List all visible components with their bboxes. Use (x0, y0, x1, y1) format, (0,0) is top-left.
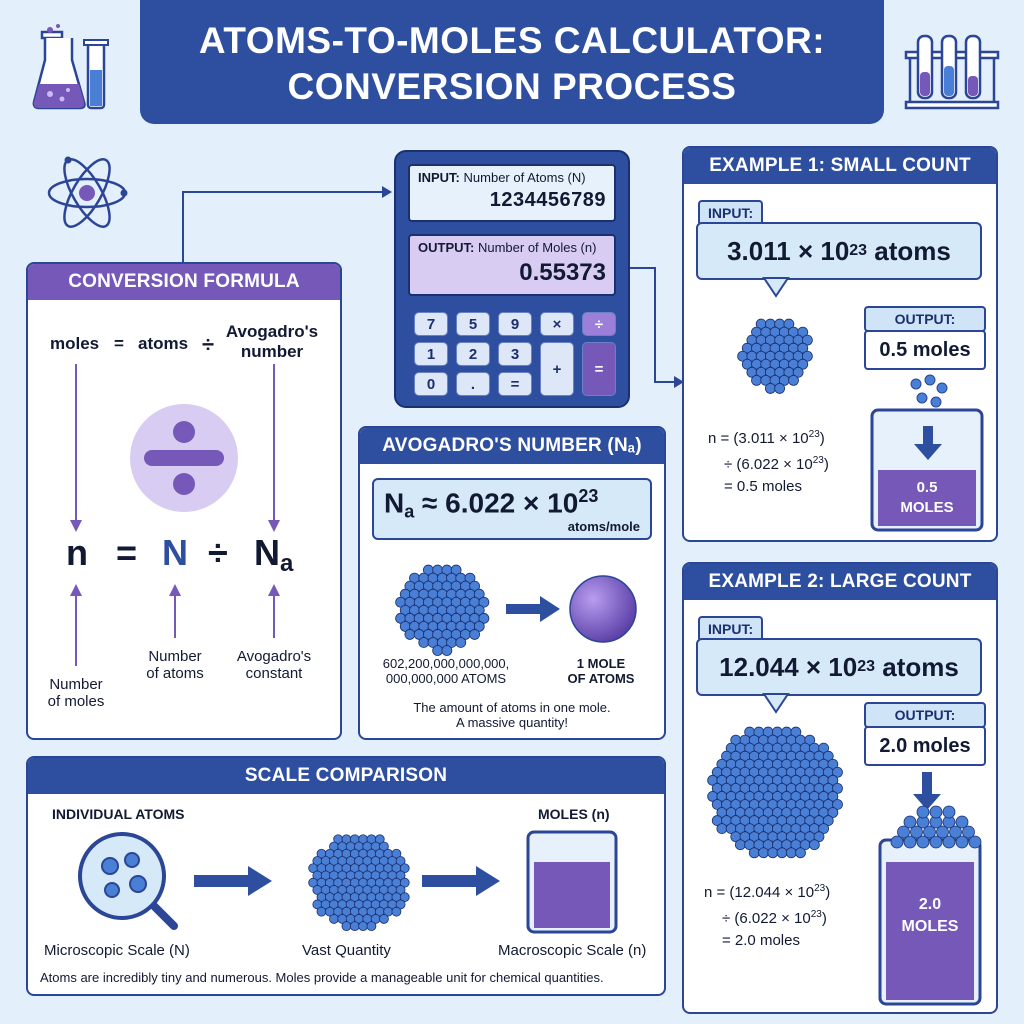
key-5[interactable]: 5 (456, 312, 490, 336)
example1-input-label: INPUT: (698, 200, 763, 226)
calc-input-value: 1234456789 (489, 189, 606, 211)
label-const-2: constant (245, 665, 303, 682)
example2-input-exp: 23 (857, 658, 876, 675)
key-multiply[interactable]: × (540, 312, 574, 336)
example2-beaker-label (886, 894, 974, 938)
label-avogadro-constant (224, 648, 324, 682)
avogadro-count-2: 000,000,000 ATOMS (385, 671, 507, 686)
key-equals-tall[interactable]: = (582, 342, 616, 396)
key-0[interactable]: 0 (414, 372, 448, 396)
avogadro-rest: ≈ 6.022 × 10 (422, 487, 579, 519)
key-divide[interactable]: ÷ (582, 312, 616, 336)
scale-micro-label: Microscopic Scale (N) (44, 942, 190, 959)
symbol-equals: = (116, 532, 138, 573)
example2-beaker-atoms (684, 564, 1000, 1016)
calculator-output-display (408, 234, 616, 296)
scale-arrow-2-icon (420, 864, 504, 898)
example2-calc-2: ÷ $(6.022 \times 10^{23})$ (722, 909, 827, 927)
word-moles: moles (50, 334, 100, 353)
one-mole-label (546, 656, 656, 686)
key-3[interactable]: 3 (498, 342, 532, 366)
example2-panel (682, 562, 998, 1014)
word-atoms: atoms (138, 334, 189, 353)
symbol-n: n (66, 532, 88, 573)
avogadro-panel (358, 426, 666, 740)
example2-header: EXAMPLE 2: LARGE COUNT (684, 564, 996, 600)
avogadro-unit: atoms/mole (567, 519, 640, 534)
formula-panel (26, 262, 342, 740)
example1-beaker-2: MOLES (900, 499, 954, 516)
symbol-Na-sub: a (280, 550, 294, 577)
example1-output-label: OUTPUT: (864, 306, 986, 332)
one-mole-2: OF ATOMS (567, 671, 635, 686)
label-atoms-1: Number (148, 648, 202, 665)
calc-input-desc: Number of Atoms (N) (463, 170, 586, 185)
formula-header: CONVERSION FORMULA (28, 264, 340, 300)
example1-beaker-1: 0.5 (916, 479, 938, 496)
example1-calc-2: ÷ $(6.022 \times 10^{23})$ (724, 455, 829, 473)
symbol-N: N (162, 532, 188, 573)
example2-input-unit: atoms (875, 651, 959, 682)
calculator-input-display (408, 164, 616, 222)
example1-calc-1: $n = (3.011 \times 10^{23})$ (708, 429, 825, 447)
example2-input-value: 12.044 × 10 (719, 651, 858, 682)
example1-input-value: 3.011 × 10 (727, 235, 850, 266)
formula-equation (28, 532, 344, 582)
label-moles-2: of moles (47, 693, 105, 710)
avogadro-note-2: A massive quantity! (456, 715, 568, 730)
example1-calc-3: = 0.5 moles (724, 478, 802, 495)
avogadro-count-1: 602,200,000,000,000, (382, 656, 510, 671)
label-moles-1: Number (49, 676, 103, 693)
avogadro-header: AVOGADRO'S NUMBER (Nₐ) (360, 428, 664, 464)
scale-footer: Atoms are incredibly tiny and numerous. Moles provide a manageable unit for chemical quantities. (40, 970, 604, 985)
key-1[interactable]: 1 (414, 342, 448, 366)
mole-sphere-icon (568, 574, 638, 644)
scale-vast-label: Vast Quantity (302, 942, 391, 959)
calc-input-label: INPUT: (418, 170, 460, 185)
avogadro-note-1: The amount of atoms in one mole. (413, 700, 611, 715)
title-line-2: CONVERSION PROCESS (287, 66, 737, 107)
key-equals[interactable]: = (498, 372, 532, 396)
avogadro-note (360, 700, 664, 730)
example1-calculation (708, 424, 829, 498)
label-atoms-2: of atoms (146, 665, 204, 682)
example2-beaker-1: 2.0 (918, 896, 942, 913)
symbol-divide: ÷ (208, 532, 228, 573)
example2-input-label: INPUT: (698, 616, 763, 642)
scale-beaker-icon (524, 828, 620, 936)
symbol-Na (254, 532, 293, 578)
example2-beaker-2: MOLES (901, 918, 959, 935)
example1-input-unit: atoms (867, 235, 951, 266)
example2-output-box: 2.0 moles (864, 726, 986, 766)
word-divide: ÷ (202, 332, 215, 357)
scale-macro-label: Macroscopic Scale (n) (498, 942, 647, 959)
avogadro-count-label (366, 656, 526, 686)
label-number-of-atoms (135, 648, 215, 682)
key-2[interactable]: 2 (456, 342, 490, 366)
example1-input-exp: 23 (849, 242, 868, 259)
example1-panel (682, 146, 998, 542)
example1-header: EXAMPLE 1: SMALL COUNT (684, 148, 996, 184)
key-7[interactable]: 7 (414, 312, 448, 336)
calc-output-value: 0.55373 (519, 259, 606, 286)
calculator (394, 150, 630, 408)
title-line-1: ATOMS-TO-MOLES CALCULATOR: (198, 20, 826, 61)
symbol-Na-main: N (254, 532, 280, 573)
scale-individual-label: INDIVIDUAL ATOMS (52, 806, 185, 822)
calc-output-desc: Number of Moles (n) (477, 240, 597, 255)
avogadro-exp: 23 (578, 486, 599, 506)
word-avogadro-2: number (240, 342, 304, 361)
key-dot[interactable]: . (456, 372, 490, 396)
example1-output-box: 0.5 moles (864, 330, 986, 370)
key-9[interactable]: 9 (498, 312, 532, 336)
scale-moles-label: MOLES (n) (538, 806, 610, 822)
example1-beaker-label (878, 478, 976, 518)
example2-calc-1: $n = (12.044 \times 10^{23})$ (704, 883, 831, 901)
example2-calc-3: = 2.0 moles (722, 932, 800, 949)
scale-header: SCALE COMPARISON (28, 758, 664, 794)
key-plus[interactable]: + (540, 342, 574, 396)
calc-output-label: OUTPUT: (418, 240, 475, 255)
avogadro-N: N (384, 487, 405, 519)
one-mole-1: 1 MOLE (576, 656, 626, 671)
right-arrow-icon (504, 594, 564, 624)
word-avogadro-1: Avogadro's (225, 322, 319, 341)
label-number-of-moles (36, 676, 116, 710)
avogadro-sub: a (404, 501, 415, 522)
label-const-1: Avogadro's (236, 648, 312, 665)
word-equals: = (114, 334, 124, 353)
example2-output-label: OUTPUT: (864, 702, 986, 728)
scale-panel (26, 756, 666, 996)
